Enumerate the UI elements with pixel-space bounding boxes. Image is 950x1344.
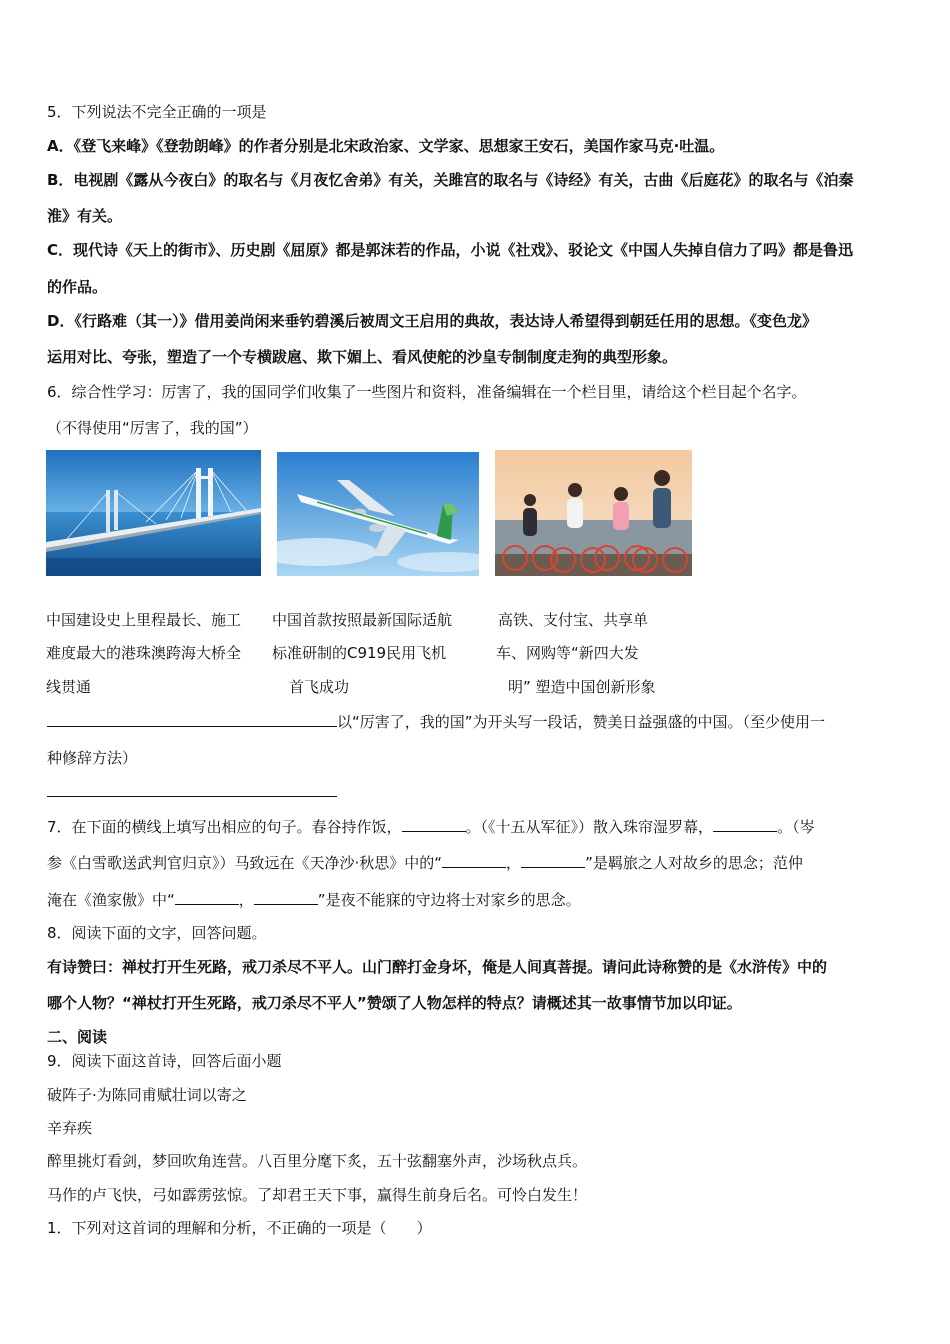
blank-2[interactable] xyxy=(713,815,777,832)
poem-author: 辛弃疾 xyxy=(47,1119,93,1137)
q7-text: 参《白雪歌送武判官归京》）马致远在《天净沙·秋思》中的“ xyxy=(47,854,443,872)
q7-text: ”是羁旅之人对故乡的思念；范仲 xyxy=(585,854,803,872)
q7-text: 。（岑 xyxy=(777,818,815,836)
q8-paragraph-line2: 哪个人物？“禅杖打开生死路，戒刀杀尽不平人”赞颂了人物怎样的特点？请概述其一故事情节加以印证。 xyxy=(47,994,742,1012)
q7-line3 xyxy=(47,888,907,910)
caption-3-line1: 高铁、支付宝、共享单 xyxy=(498,611,649,629)
q5-option-d-line1: D．《行路难（其一）》借用姜尚闲来垂钓碧溪后被周文王启用的典故，表达诗人希望得到朝廷任用的思想。《变色龙》 xyxy=(47,312,817,330)
q5-option-b-line2: 淮》有关。 xyxy=(47,207,123,225)
q7-text: 淹在《渔家傲》中“ xyxy=(47,891,175,909)
section-heading: 二、阅读 xyxy=(47,1028,108,1046)
q5-option-c-line2: 的作品。 xyxy=(47,278,108,296)
q9-subquestion-1: 1．下列对这首词的理解和分析，不正确的一项是（ ） xyxy=(47,1219,432,1237)
airplane-image xyxy=(277,452,479,576)
q7-text: 。（《十五从军征》）散入珠帘湿罗幕， xyxy=(465,818,714,836)
poem-line1: 醉里挑灯看剑，梦回吹角连营。八百里分麾下炙，五十弦翻塞外声，沙场秋点兵。 xyxy=(47,1152,588,1170)
poem-title: 破阵子·为陈同甫赋壮词以寄之 xyxy=(47,1086,247,1104)
caption-1-line2: 难度最大的港珠澳跨海大桥全 xyxy=(46,644,242,662)
q5-title: 5．下列说法不完全正确的一项是 xyxy=(47,103,267,121)
q7-line2 xyxy=(47,851,907,873)
poem-line2: 马作的卢飞快，弓如霹雳弦惊。了却君王天下事，赢得生前身后名。可怜白发生！ xyxy=(47,1186,588,1204)
q7-text: ， xyxy=(238,891,254,909)
q5-option-b-line1: B．电视剧《露从今夜白》的取名与《月夜忆舍弟》有关，关雎宫的取名与《诗经》有关，古曲《后庭花》的取名与《泊秦 xyxy=(47,171,854,189)
blank-1[interactable] xyxy=(402,815,466,832)
q7-text: 7．在下面的横线上填写出相应的句子。春谷持作饭， xyxy=(47,818,402,836)
q5-option-c-line1: C．现代诗《天上的街市》、历史剧《屈原》都是郭沫若的作品，小说《社戏》、驳论文《中国人失掉自信力了吗》都是鲁迅 xyxy=(47,241,854,259)
blank-4[interactable] xyxy=(521,851,585,868)
q5-option-a: A．《登飞来峰》《登勃朗峰》的作者分别是北宋政治家、文学家、思想家王安石，美国作家马克·吐温。 xyxy=(47,137,725,155)
q9-title: 9．阅读下面这首诗，回答后面小题 xyxy=(47,1052,282,1070)
q8-paragraph-line1: 有诗赞曰：禅杖打开生死路，戒刀杀尽不平人。山门醉打金身坏，俺是人间真菩提。请问此诗称赞的是《水浒传》中的 xyxy=(47,958,828,976)
caption-2-line3: 首飞成功 xyxy=(289,678,350,696)
caption-1-line3: 线贯通 xyxy=(46,678,92,696)
caption-3-line2: 车、网购等“新四大发 xyxy=(496,644,639,662)
q6-line1: 6．综合性学习：厉害了，我的国同学们收集了一些图片和资料，准备编辑在一个栏目里，请给这个栏目起个名字。 xyxy=(47,383,807,401)
caption-3-line3: 明” 塑造中国创新形象 xyxy=(508,678,656,696)
answer-line[interactable] xyxy=(47,796,337,797)
q6-prompt-line2: 种修辞方法） xyxy=(47,749,138,767)
blank-3[interactable] xyxy=(442,851,506,868)
q5-option-d-line2: 运用对比、夸张，塑造了一个专横跋扈、欺下媚上、看风使舵的沙皇专制制度走狗的典型形象。 xyxy=(47,348,678,366)
q7-text: ， xyxy=(506,854,522,872)
q6-prompt-line1: 以“厉害了，我的国”为开头写一段话，赞美日益强盛的中国。（至少使用一 xyxy=(337,713,826,731)
blank-6[interactable] xyxy=(254,888,318,905)
q7-line1 xyxy=(47,815,907,837)
q6-line2: （不得使用“厉害了，我的国”） xyxy=(47,419,258,437)
blank-5[interactable] xyxy=(175,888,239,905)
q8-title: 8．阅读下面的文字，回答问题。 xyxy=(47,924,267,942)
answer-blank[interactable] xyxy=(47,710,337,727)
q6-prompt-row xyxy=(47,710,907,732)
caption-2-line1: 中国首款按照最新国际适航 xyxy=(272,611,453,629)
bridge-image xyxy=(46,450,261,576)
caption-1-line1: 中国建设史上里程最长、施工 xyxy=(46,611,242,629)
cyclists-image xyxy=(495,450,692,576)
caption-2-line2: 标准研制的C919民用飞机 xyxy=(272,644,447,662)
q7-text: ”是夜不能寐的守边将士对家乡的思念。 xyxy=(317,891,581,909)
